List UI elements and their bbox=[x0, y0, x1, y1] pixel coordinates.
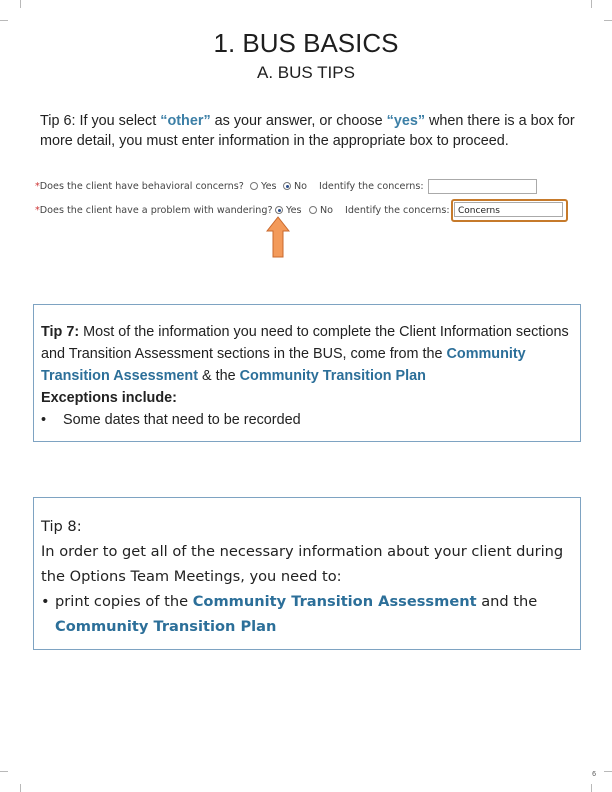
radio-label-no: No bbox=[294, 181, 308, 192]
detail-input-behavioral[interactable] bbox=[428, 179, 537, 194]
corner-mark-top-right-v bbox=[591, 0, 592, 8]
up-arrow-icon bbox=[266, 216, 290, 258]
page-title: 1. BUS BASICS bbox=[213, 28, 399, 58]
tip-8-text: In order to get all of the necessary information about your client during the Options Team Meetings, you need to: bbox=[41, 543, 564, 585]
tip-6-label: Tip 6 bbox=[40, 113, 72, 129]
tip-7-box bbox=[33, 304, 581, 442]
tip-7-bullet-text: Some dates that need to be recorded bbox=[63, 412, 301, 428]
tip-7-label: Tip 7: bbox=[41, 324, 80, 340]
page-subtitle: A. BUS TIPS bbox=[257, 63, 355, 82]
corner-mark-bottom-left-h bbox=[0, 771, 8, 772]
tip-6-text-1: : If you select bbox=[71, 113, 161, 129]
link-community-transition-plan[interactable]: Community Transition Plan bbox=[55, 618, 277, 635]
link-community-transition-assessment[interactable]: Community Transition Assessment bbox=[192, 593, 477, 610]
radio-label-yes: Yes bbox=[261, 181, 277, 192]
detail-label-wandering: Identify the concerns: bbox=[345, 205, 450, 216]
link-community-transition-plan[interactable]: Community Transition Plan bbox=[239, 368, 426, 384]
tip-8-bullet bbox=[41, 589, 574, 639]
radio-wandering-no[interactable] bbox=[309, 206, 317, 214]
radio-behavioral-no[interactable] bbox=[283, 182, 291, 190]
detail-box-highlight bbox=[451, 199, 568, 222]
corner-mark-top-left-h bbox=[0, 20, 8, 21]
tip-8-bullet-prefix: print copies of the bbox=[55, 593, 193, 610]
corner-mark-top-left-v bbox=[20, 0, 21, 8]
tip-8-box bbox=[33, 497, 581, 650]
tip-8-bullet-middle: and the bbox=[476, 593, 538, 610]
radio-label-yes: Yes bbox=[286, 205, 302, 216]
corner-mark-bottom-left-v bbox=[20, 784, 21, 792]
tip-7-bullet bbox=[41, 409, 574, 431]
tip-6 bbox=[40, 111, 580, 151]
question-behavioral: *Does the client have behavioral concerns? bbox=[35, 181, 244, 192]
tip-6-text-3: when there is a box for more detail, you must enter information in the appropriate box to proceed. bbox=[40, 113, 575, 149]
corner-mark-top-right-h bbox=[604, 20, 612, 21]
corner-mark-bottom-right-h bbox=[604, 771, 612, 772]
page-number: 6 bbox=[592, 771, 596, 778]
radio-behavioral-yes[interactable] bbox=[250, 182, 258, 190]
tip-7-exceptions-heading: Exceptions include: bbox=[41, 390, 177, 406]
tip-6-text-2: as your answer, or choose bbox=[210, 113, 387, 129]
tip-7-text-1: Most of the information you need to complete the Client Information sections and Transition Assessment sections in the BUS, come from the bbox=[41, 324, 569, 362]
tip-6-other-keyword: “other” bbox=[160, 113, 211, 129]
form-row-behavioral bbox=[33, 178, 578, 196]
tip-7-text-2: & the bbox=[198, 368, 240, 384]
question-wandering: *Does the client have a problem with wandering? bbox=[35, 205, 273, 216]
tip-8-label: Tip 8: bbox=[41, 518, 82, 535]
tip-6-yes-keyword: “yes” bbox=[386, 113, 426, 129]
link-community-transition-assessment[interactable]: Community Transition Assessment bbox=[41, 346, 526, 384]
corner-mark-bottom-right-v bbox=[591, 784, 592, 792]
bullet-marker: • bbox=[41, 593, 50, 610]
bullet-marker: • bbox=[41, 412, 47, 428]
radio-label-no: No bbox=[320, 205, 334, 216]
tip-7-paragraph bbox=[41, 321, 574, 387]
radio-wandering-yes[interactable] bbox=[275, 206, 283, 214]
detail-input-wandering[interactable]: Concerns bbox=[454, 202, 563, 217]
detail-label-behavioral: Identify the concerns: bbox=[319, 181, 424, 192]
form-screenshot bbox=[33, 178, 578, 226]
